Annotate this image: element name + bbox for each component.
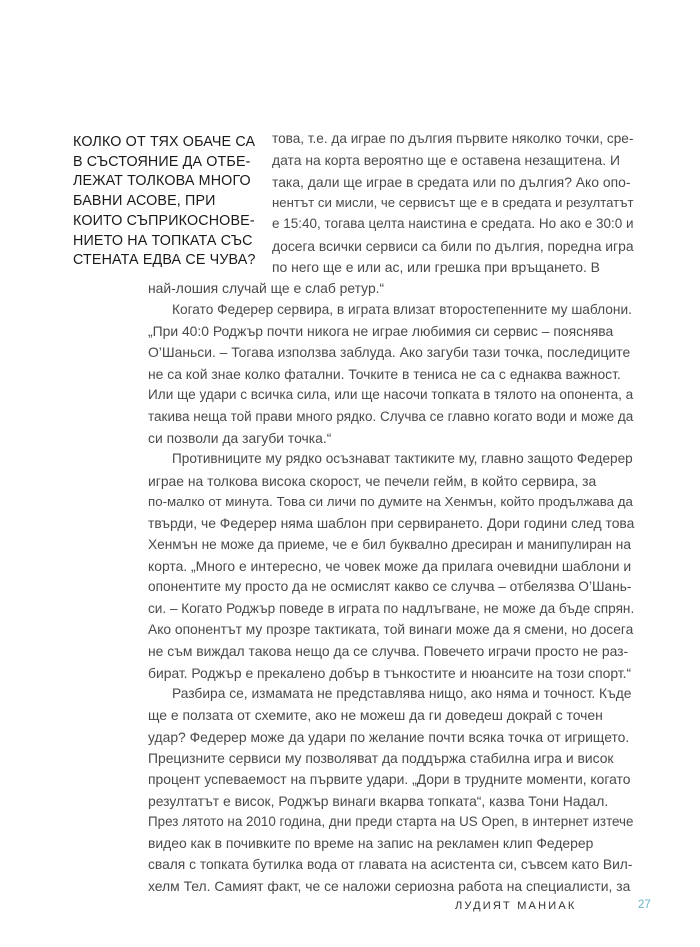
body-line: Противниците му рядко осъзнават тактиките му, главно защото Федерер <box>172 451 633 467</box>
body-line: сваля с топката бутилка вода от главата на асистента си, съвсем като Вил- <box>148 856 633 872</box>
pull-quote-line: НИЕТО НА ТОПКАТА СЪС <box>73 232 253 249</box>
body-line: е 15:40, тогава целта наистина е средата. Но ако е 30:0 и <box>272 216 634 232</box>
body-line: резултатът е висок, Роджър винаги вкарва топката“, казва Тони Надал. <box>148 792 609 809</box>
body-line: играе на толкова висока скорост, че печели гейм, в който сервира, за <box>148 472 597 489</box>
body-line: най-лошия случай ще е слаб ретур.“ <box>148 280 385 297</box>
body-line: удар? Федерер може да удари по желание почти всяка точка от игрището. <box>148 728 630 745</box>
body-line: Прецизните сервиси му позволяват да поддържа стабилна игра и висок <box>148 749 614 766</box>
body-line: такива неща той прави много рядко. Случва се главно когато води и може да <box>148 408 634 424</box>
body-line: по него ще е или ас, или грешка при връщането. В <box>272 259 600 276</box>
pull-quote-line: БАВНИ АСОВЕ, ПРИ <box>73 193 216 210</box>
body-line: видео как в почивките по време на запис на рекламен клип Федерер <box>148 835 594 852</box>
body-line: Разбира се, измамата не представлява нищо, ако няма и точност. Къде <box>172 685 632 701</box>
page-number: 27 <box>638 899 651 911</box>
body-line: досега всички сервиси са били по дългия, поредна игра <box>272 237 634 254</box>
running-footer-title: ЛУДИЯТ МАНИАК <box>455 900 577 912</box>
body-line: опонентите му просто да не осмислят какво се случва – отбелязва О’Шань- <box>148 579 632 595</box>
body-line: твърди, че Федерер няма шаблон при сервирането. Дори години след това <box>148 515 635 532</box>
body-line: корта. „Много е интересно, че човек може да прилага очевидни шаблони и <box>148 557 632 574</box>
pull-quote-line: КОИТО СЪПРИКОСНОВЕ- <box>73 212 255 229</box>
body-line: дата на корта вероятно ще е оставена незащитена. И <box>272 152 620 169</box>
body-line: Или ще удари с всичка сила, или ще насочи топката в тялото на опонента, а <box>148 387 634 403</box>
pull-quote-line: В СЪСТОЯНИЕ ДА ОТБЕ- <box>73 153 251 170</box>
body-line: Когато Федерер сервира, в играта влизат второстепенните му шаблони. <box>172 301 632 317</box>
pull-quote-line: ЛЕЖАТ ТОЛКОВА МНОГО <box>73 173 251 190</box>
pull-quote-line: СТЕНАТА ЕДВА СЕ ЧУВА? <box>73 252 256 269</box>
body-line: това, т.е. да играе по дългия първите няколко точки, сре- <box>272 131 634 146</box>
body-line: си позволи да загуби точка.“ <box>148 429 332 446</box>
body-line: О’Шаньси. – Тогава използва заблуда. Ако загуби тази точка, последиците <box>148 344 631 361</box>
body-line: по-малко от минута. Това си личи по думите на Хенмън, който продължава да <box>148 493 633 509</box>
body-line: Хенмън не може да приеме, че е бил буквално дресиран и манипулиран на <box>148 536 631 552</box>
body-line: така, дали ще играе в средата или по дългия? Ако опо- <box>272 173 631 190</box>
body-line: нентът си мисли, че сервисът ще е в средата и резултатът <box>272 195 634 210</box>
body-line: хелм Тел. Самият факт, че се наложи сериозна работа на специалисти, за <box>148 878 631 894</box>
body-line: бират. Роджър е прекалено добър в тънкостите и нюансите на този спорт.“ <box>148 664 632 681</box>
body-line: си. – Когато Роджър поведе в играта по надлъгване, не може да бъде спрян. <box>148 600 635 616</box>
body-line: Ако опонентът му прозре тактиката, той винаги може да я смени, но досега <box>148 621 634 637</box>
pull-quote-line: КОЛКО ОТ ТЯХ ОБАЧЕ СА <box>73 134 256 150</box>
pull-quote <box>73 133 261 271</box>
body-line: „При 40:0 Роджър почти никога не играе любимия си сервис – пояснява <box>148 323 614 340</box>
body-line: През лятото на 2010 година, дни преди старта на US Open, в интернет изтече <box>148 814 634 829</box>
body-line: не съм виждал такова нещо да се случва. Повечето играчи просто не раз- <box>148 643 629 660</box>
body-line: процент успеваемост на първите удари. „Дори в трудните моменти, когато <box>148 771 631 788</box>
body-line: не са кой знае колко фатални. Точките в тениса не са с еднаква важност. <box>148 365 621 382</box>
body-line: ще е ползата от схемите, ако не можеш да ги доведеш докрай с точен <box>148 707 603 724</box>
